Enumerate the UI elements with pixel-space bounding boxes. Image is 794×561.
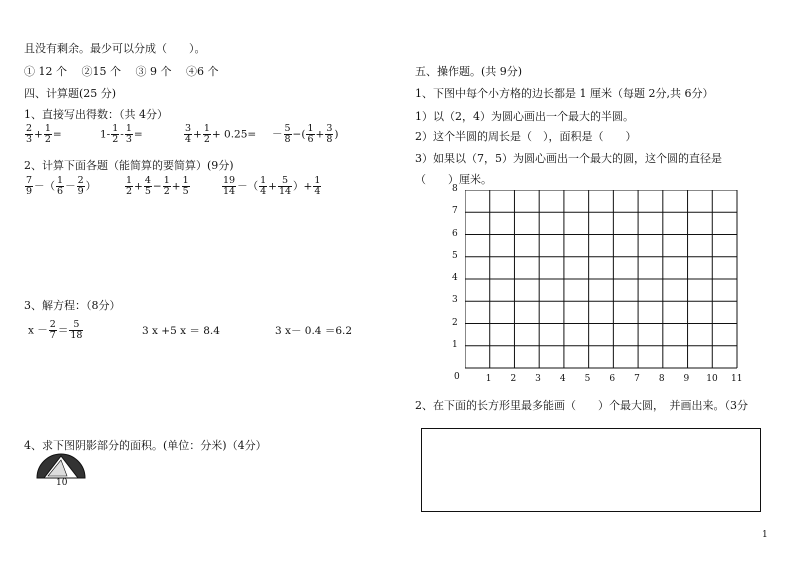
r-q1-part3: 3）如果以（7，5）为圆心画出一个最大的圆，这个圆的直径是	[415, 152, 722, 165]
q4-title: 4、求下图阴影部分的面积。(单位：分米)（4分）	[24, 439, 267, 452]
x-tick-label: 2	[510, 374, 517, 384]
x-tick-label: 4	[559, 374, 566, 384]
y-tick-label: 1	[452, 339, 458, 350]
x-tick-label: 8	[658, 374, 665, 384]
x-tick-label: 9	[683, 374, 690, 384]
answer-options: ① 12 个 ②15 个 ③ 9 个 ④6 个	[24, 65, 219, 78]
q1-expr-4: － $\frac{5}{8}$ −( $\frac{1}{6}$ + $\frac{3}{8}$ )	[272, 123, 339, 145]
section-5-title: 五、操作题。(共 9分)	[415, 65, 523, 78]
x-tick-label: 3	[535, 374, 541, 384]
x-tick-label: 11	[731, 374, 743, 384]
x-tick-label: 7	[634, 374, 640, 384]
question-continuation: 且没有剩余。最少可以分成（ ）。	[24, 42, 206, 55]
x-tick-label: 5	[584, 374, 591, 384]
x-tick-label: 6	[609, 374, 616, 384]
r-q1-part1: 1）以（2，4）为圆心画出一个最大的半圆。	[415, 110, 634, 123]
y-tick-label: 2	[452, 317, 458, 328]
r-q1-title: 1、下图中每个小方格的边长都是 1 厘米（每题 2分,共 6分）	[415, 87, 714, 100]
q2-title: 2、计算下面各题（能简算的要简算）(9分)	[24, 159, 234, 172]
coordinate-grid	[465, 190, 740, 370]
r-q1-part2: 2）这个半圆的周长是（ ），面积是（ ）	[415, 130, 637, 143]
y-tick-label: 6	[452, 228, 458, 239]
fraction: $\frac{2}{3}$	[26, 123, 33, 145]
q2-expr-2: $\frac{1}{2}$ + $\frac{4}{5}$ − $\frac{1}{2}$ + $\frac{1}{5}$	[126, 175, 189, 197]
y-tick-label: 3	[452, 295, 458, 306]
origin-label: 0	[454, 372, 460, 382]
y-tick-label: 7	[452, 206, 458, 217]
q2-expr-3: $\frac{19}{14}$ －（ $\frac{1}{4}$ + $\frac{5}{14}$ ）+ $\frac{1}{4}$	[223, 175, 321, 197]
r-q1-part3-answer: （ ）厘米。	[415, 173, 492, 186]
q3-eq-3: 3 x－ 0.4 ＝6.2	[275, 325, 353, 337]
q1-expr-1: $\frac{2}{3}$ + $\frac{1}{2}$ =	[26, 123, 62, 145]
drawing-rectangle[interactable]	[421, 428, 761, 512]
y-tick-label: 5	[452, 250, 458, 261]
q1-expr-3: $\frac{3}{4}$ + $\frac{1}{2}$ + 0.25=	[185, 123, 257, 145]
x-tick-label: 10	[706, 374, 718, 384]
y-tick-label: 8	[452, 184, 458, 194]
x-tick-label: 1	[485, 374, 492, 384]
r-q2-title: 2、在下面的长方形里最多能画（ ）个最大圆， 并画出来。（3分	[415, 399, 748, 412]
y-tick-label: 4	[452, 273, 458, 283]
q1-title: 1、直接写出得数：（共 4分）	[24, 108, 168, 121]
q1-expr-2: 1- $\frac{1}{2}$ - $\frac{1}{3}$ =	[100, 123, 143, 145]
q3-title: 3、解方程：（8分）	[24, 299, 121, 312]
section-4-title: 四、计算题(25 分)	[24, 87, 117, 100]
fraction: $\frac{1}{2}$	[44, 123, 51, 145]
q3-eq-1: x － $\frac{2}{7}$ ＝ $\frac{5}{18}$	[28, 319, 83, 341]
page-number: 1	[762, 530, 768, 540]
figure-dimension-label: 10	[56, 478, 68, 488]
q3-eq-2: 3 x +5 x ＝ 8.4	[142, 325, 220, 337]
q2-expr-1: $\frac{7}{9}$ －（ $\frac{1}{6}$ － $\frac{2}{9}$ ）	[26, 175, 97, 197]
